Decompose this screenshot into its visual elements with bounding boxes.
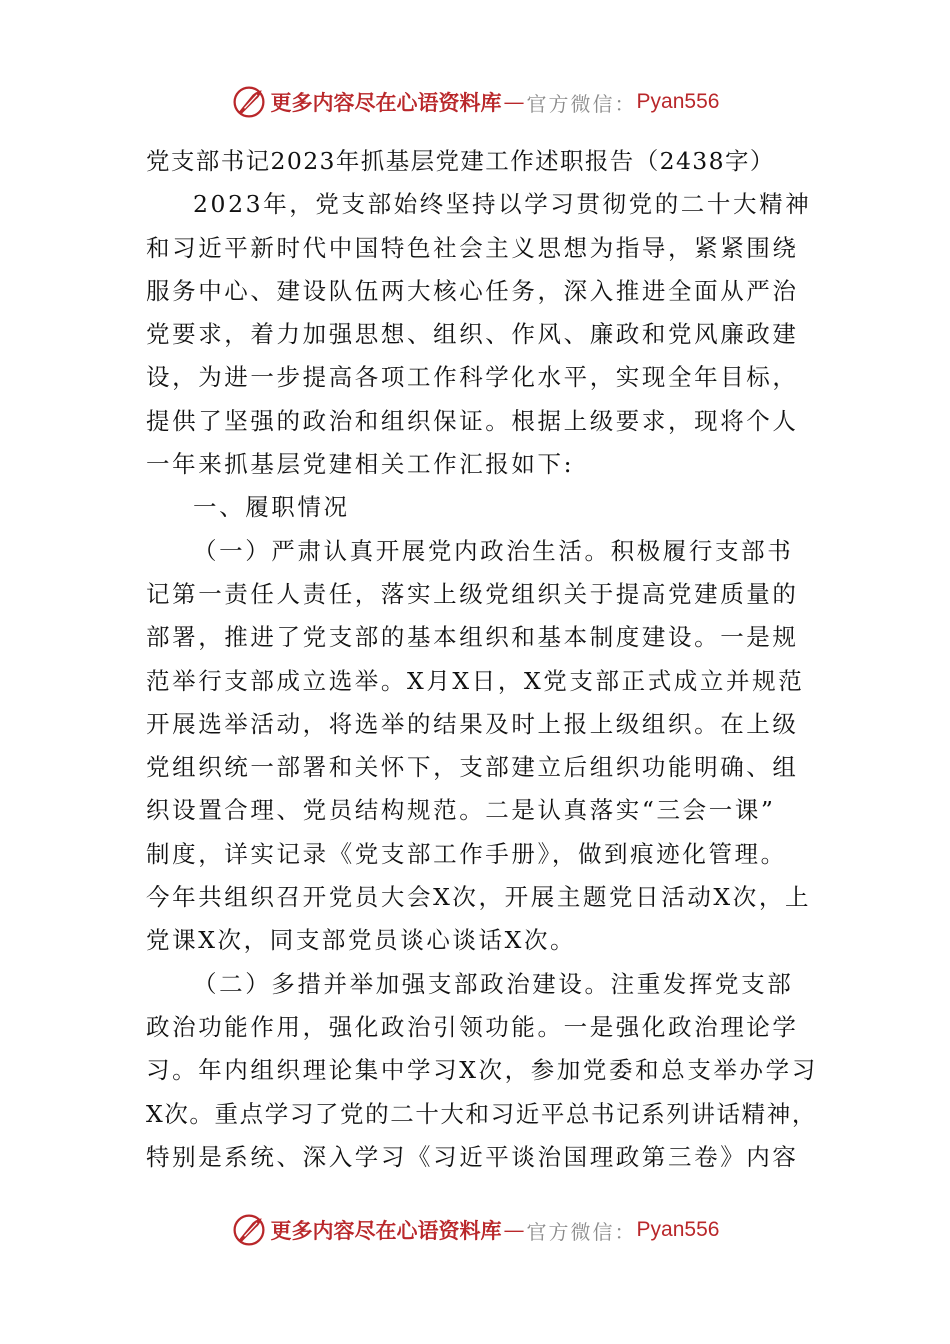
paragraph-line: 党课X次，同支部党员谈心谈话X次。 [146, 926, 577, 955]
header-banner [0, 82, 950, 122]
banner-label: 官方微信： [526, 1219, 637, 1244]
paragraph-line: 党要求，着力加强思想、组织、作风、廉政和党风廉政建 [146, 320, 799, 349]
paragraph-line: 记第一责任人责任，落实上级党组织关于提高党建质量的 [146, 579, 799, 608]
paragraph-line: 设，为进一步提高各项工作科学化水平，实现全年目标， [146, 363, 799, 392]
paragraph-line: 提供了坚强的政治和组织保证。根据上级要求，现将个人 [146, 406, 799, 435]
paragraph-line: 党组织统一部署和关怀下，支部建立后组织功能明确、组 [146, 753, 799, 782]
paragraph-line: 政治功能作用，强化政治引领功能。一是强化政治理论学 [146, 1012, 799, 1041]
section-heading: 一、履职情况 [193, 493, 350, 522]
document-body [146, 140, 818, 1179]
paragraph-line: （二）多措并举加强支部政治建设。注重发挥党支部 [193, 969, 794, 998]
paragraph-line: 2023年，党支部始终坚持以学习贯彻党的二十大精神 [193, 190, 812, 219]
banner-wechat-id: Pyan556 [636, 90, 720, 113]
banner-dash: — [503, 90, 525, 114]
paragraph-line: X次。重点学习了党的二十大和习近平总书记系列讲话精神， [146, 1099, 817, 1128]
paragraph-line: 服务中心、建设队伍两大核心任务，深入推进全面从严治 [146, 276, 799, 305]
paragraph-line: 织设置合理、党员结构规范。二是认真落实“三会一课” [146, 796, 776, 825]
paragraph-line: 和习近平新时代中国特色社会主义思想为指导，紧紧围绕 [146, 233, 799, 262]
paragraph-line: 制度，详实记录《党支部工作手册》，做到痕迹化管理。 [146, 839, 787, 868]
paragraph-line: 特别是系统、深入学习《习近平谈治国理政第三卷》内容 [146, 1142, 799, 1171]
paragraph-line: 今年共组织召开党员大会X次，开展主题党日活动X次，上 [146, 883, 812, 912]
document-title: 党支部书记2023年抓基层党建工作述职报告（2438字） [146, 147, 775, 175]
banner-wechat-id: Pyan556 [636, 1218, 720, 1241]
footer-banner [0, 1210, 950, 1250]
banner-main-text: 更多内容尽在心语资料库 [270, 90, 502, 115]
quill-logo-icon [231, 1212, 267, 1248]
quill-logo-icon [231, 84, 267, 120]
paragraph-line: 范举行支部成立选举。X月X日，X党支部正式成立并规范 [146, 666, 805, 695]
paragraph-line: （一）严肃认真开展党内政治生活。积极履行支部书 [193, 536, 794, 565]
banner-dash: — [503, 1218, 525, 1242]
paragraph-line: 一年来抓基层党建相关工作汇报如下: [146, 450, 575, 479]
paragraph-line: 部署，推进了党支部的基本组织和基本制度建设。一是规 [146, 623, 799, 652]
banner-label: 官方微信： [526, 91, 637, 116]
paragraph-line: 开展选举活动，将选举的结果及时上报上级组织。在上级 [146, 709, 799, 738]
paragraph-line: 习。年内组织理论集中学习X次，参加党委和总支举办学习 [146, 1056, 818, 1085]
banner-main-text: 更多内容尽在心语资料库 [270, 1218, 502, 1243]
